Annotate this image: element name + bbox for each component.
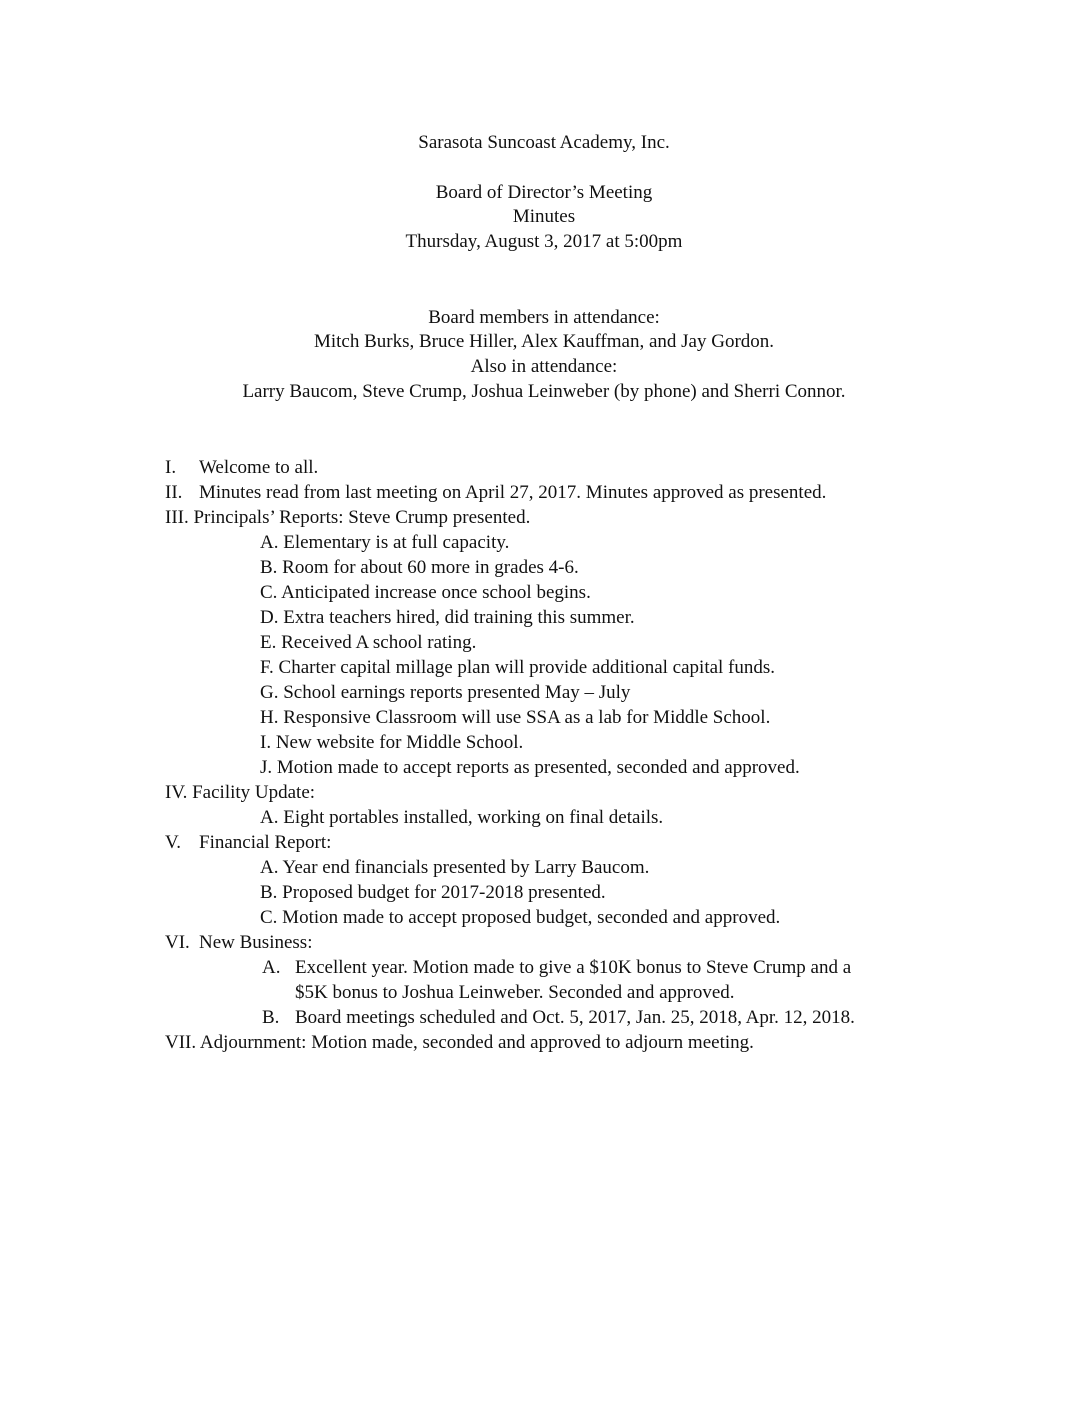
agenda-subitem: I. New website for Middle School. [260,732,524,753]
agenda-item-text: Principals’ Reports: Steve Crump presented. [193,507,531,528]
agenda-item-text: Adjournment: Motion made, seconded and approved to adjourn meeting. [199,1032,754,1053]
agenda-subitem: A. Year end financials presented by Larry Baucom. [260,857,650,878]
agenda-item-number: I. [165,457,177,478]
meeting-date-time: Thursday, August 3, 2017 at 5:00pm [405,231,683,252]
meeting-title: Board of Director’s Meeting [435,182,653,203]
agenda-item-text: Minutes read from last meeting on April 27, 2017. Minutes approved as presented. [199,482,827,503]
agenda-item-heading [165,780,315,805]
agenda-subitem-letter: A. [262,957,281,978]
agenda-item-text: Facility Update: [192,782,316,803]
agenda-subitem: Excellent year. Motion made to give a $10K bonus to Steve Crump and a [295,957,852,978]
agenda-subitem: H. Responsive Classroom will use SSA as a lab for Middle School. [260,707,771,728]
agenda-item-text: New Business: [199,932,313,953]
agenda-item-number-label: IV. [165,782,188,803]
agenda-item-number: VI. [165,932,190,953]
agenda-subitem: A. Eight portables installed, working on final details. [260,807,664,828]
agenda-item-text: Welcome to all. [199,457,319,478]
agenda-subitem: J. Motion made to accept reports as presented, seconded and approved. [260,757,800,778]
agenda-item-number: V. [165,832,182,853]
agenda-item-heading [165,1030,754,1055]
agenda-subitem: Board meetings scheduled and Oct. 5, 2017, Jan. 25, 2018, Apr. 12, 2018. [295,1007,855,1028]
organization-name: Sarasota Suncoast Academy, Inc. [418,132,670,153]
agenda-subitem: G. School earnings reports presented May – July [260,682,631,703]
agenda-subitem: C. Motion made to accept proposed budget, seconded and approved. [260,907,781,928]
also-attendance-list: Larry Baucom, Steve Crump, Joshua Leinweber (by phone) and Sherri Connor. [242,381,846,402]
board-members-list: Mitch Burks, Bruce Hiller, Alex Kauffman, and Jay Gordon. [313,331,775,352]
agenda-subitem: B. Room for about 60 more in grades 4-6. [260,557,579,578]
agenda-item-text: Financial Report: [199,832,332,853]
agenda-item-number-label: VII. [165,1032,197,1053]
agenda-item-number [165,505,530,530]
agenda-subitem: C. Anticipated increase once school begins. [260,582,591,603]
agenda-subitem: D. Extra teachers hired, did training this summer. [260,607,635,628]
agenda-subitem: B. Proposed budget for 2017-2018 presented. [260,882,606,903]
agenda-subitem: F. Charter capital millage plan will provide additional capital funds. [260,657,776,678]
document-type: Minutes [512,206,576,227]
agenda-subitem-letter: B. [262,1007,280,1028]
agenda-subitem: A. Elementary is at full capacity. [260,532,510,553]
also-attendance-label: Also in attendance: [470,356,618,377]
agenda-item-number: II. [165,482,183,503]
agenda-subitem-continuation: $5K bonus to Joshua Leinweber. Seconded and approved. [295,982,735,1003]
agenda-subitem: E. Received A school rating. [260,632,477,653]
agenda-item-number-label: III. [165,507,189,528]
board-attendance-label: Board members in attendance: [428,307,660,328]
